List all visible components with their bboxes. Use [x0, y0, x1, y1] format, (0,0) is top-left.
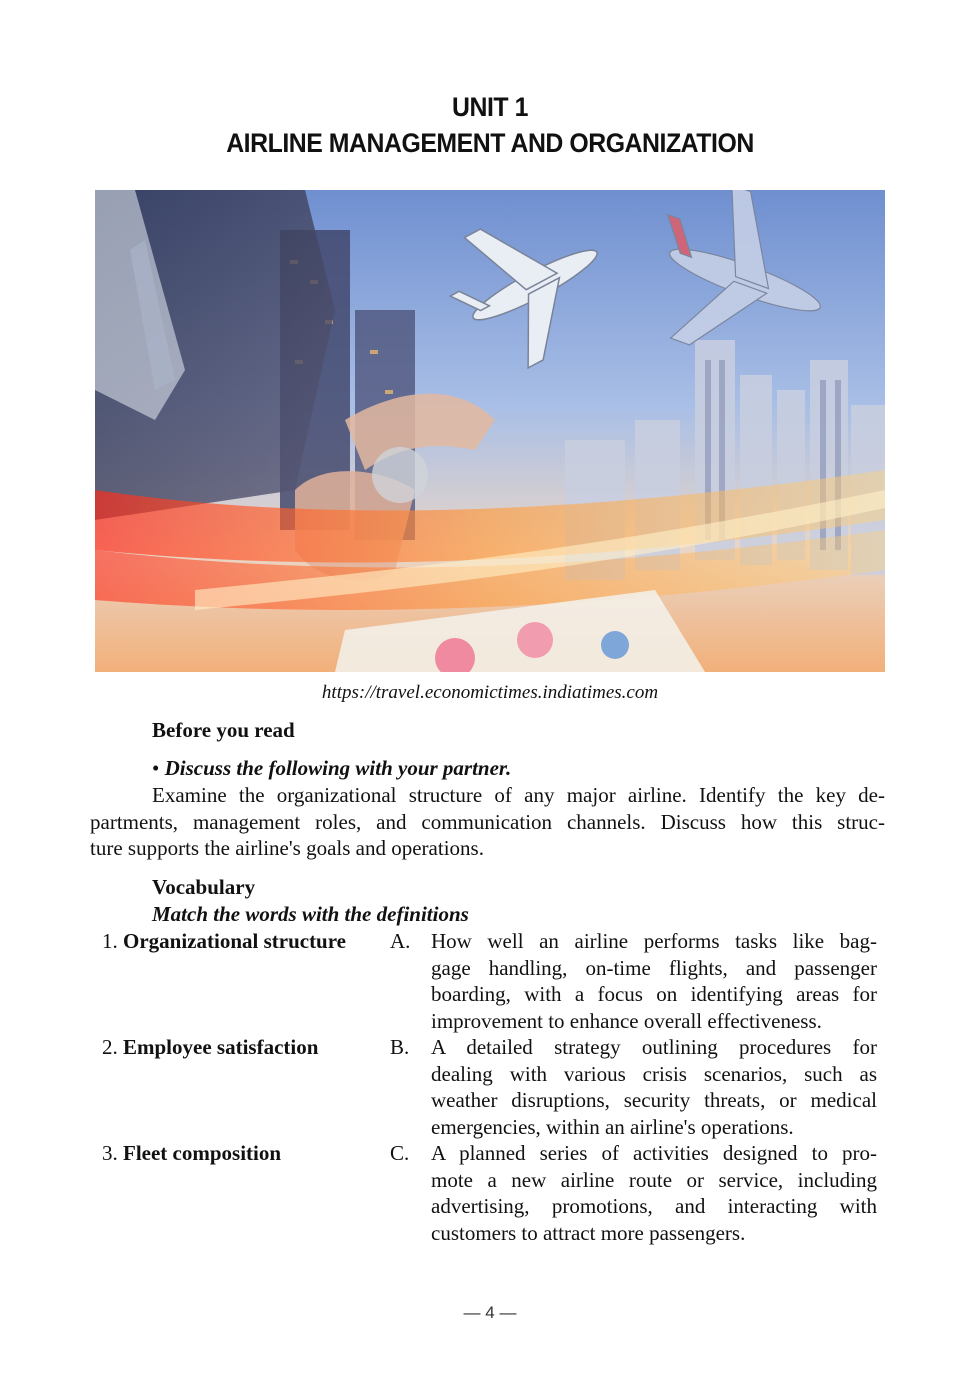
definition-letter: C. — [390, 1141, 410, 1165]
definition-line: advertising, promotions, and interacting with — [431, 1194, 877, 1218]
definition — [431, 1034, 877, 1140]
discussion-text — [90, 782, 885, 862]
discussion-task — [90, 755, 947, 782]
definition — [431, 1140, 877, 1246]
definition-line: emergencies, within an airline's operations. — [431, 1114, 794, 1139]
definition-line: dealing with various crisis scenarios, such as — [431, 1061, 877, 1086]
term-text: Employee satisfaction — [123, 1035, 319, 1059]
term — [102, 1140, 382, 1167]
before-you-read-heading: Before you read — [152, 718, 295, 742]
definition-line: A detailed strategy outlining procedures for — [431, 1035, 877, 1059]
discussion-line: partments, management roles, and communication channels. Discuss how this struc- — [90, 809, 885, 834]
term — [102, 1034, 382, 1061]
page-number: — 4 — — [463, 1303, 517, 1322]
definition-letter: B. — [390, 1035, 410, 1059]
unit-number: UNIT 1 — [452, 92, 528, 122]
definition-line: gage handling, on-time flights, and passenger — [431, 955, 877, 980]
vocabulary-instruction: Match the words with the definitions — [152, 902, 469, 926]
term-number: 3. — [102, 1141, 118, 1165]
definition-line: mote a new airline route or service, including — [431, 1167, 877, 1192]
definition-line: customers to attract more passengers. — [431, 1220, 746, 1245]
vocabulary-heading: Vocabulary — [152, 875, 256, 899]
image-caption: https://travel.economictimes.indiatimes.com — [321, 682, 659, 703]
definition-line: improvement to enhance overall effectiveness. — [431, 1008, 822, 1033]
term-number: 2. — [102, 1035, 118, 1059]
cover-photo — [95, 190, 885, 672]
unit-title: AIRLINE MANAGEMENT AND ORGANIZATION — [226, 128, 754, 158]
term — [102, 928, 382, 955]
definition-letter: A. — [390, 929, 411, 953]
definition-line: How well an airline performs tasks like bag- — [431, 929, 877, 953]
term-text: Fleet composition — [123, 1141, 282, 1165]
term-number: 1. — [102, 929, 118, 953]
discussion-line: ture supports the airline's goals and operations. — [90, 836, 484, 860]
definition — [431, 928, 877, 1034]
definition-line: boarding, with a focus on identifying areas for — [431, 982, 877, 1006]
definition-line: A planned series of activities designed to pro- — [431, 1141, 877, 1165]
discussion-task-text: Discuss the following with your partner. — [164, 756, 512, 780]
bullet: • — [152, 756, 160, 780]
term-text: Organizational structure — [123, 929, 347, 953]
definition-line: weather disruptions, security threats, or medical — [431, 1088, 877, 1112]
discussion-line: Examine the organizational structure of any major airline. Identify the key de- — [152, 783, 885, 807]
